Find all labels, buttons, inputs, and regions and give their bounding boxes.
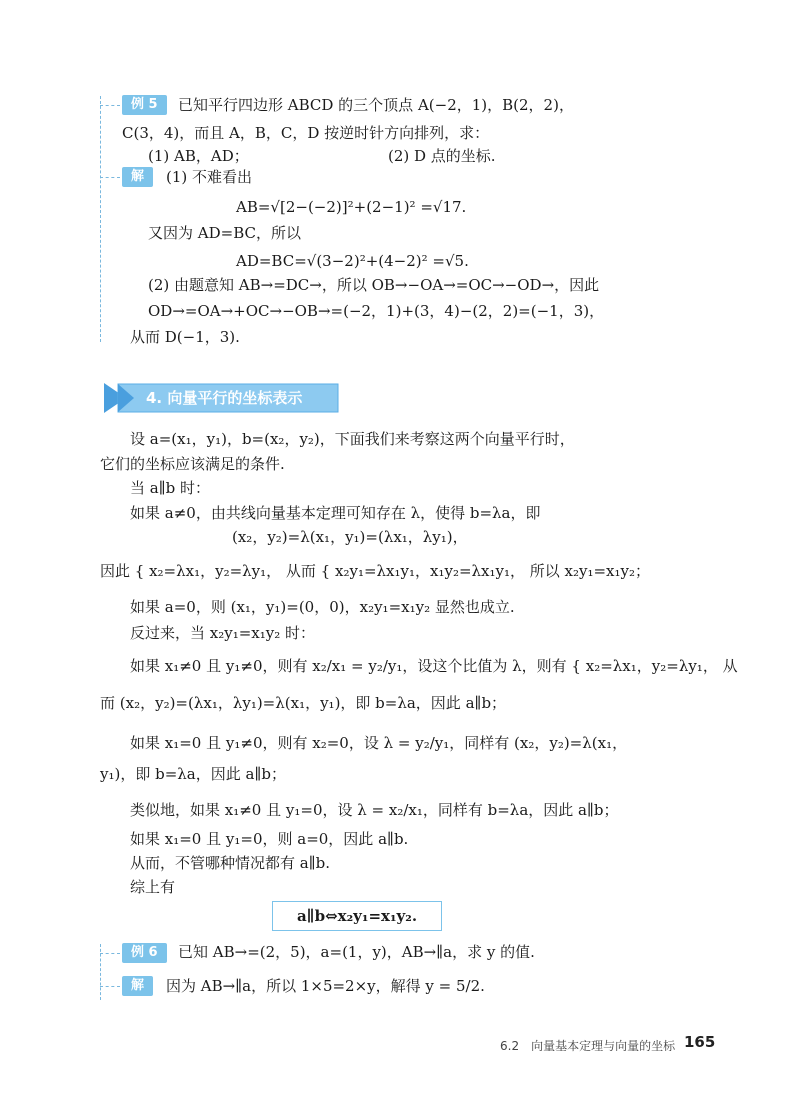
- solution5-line2: 又因为 AD=BC，所以: [148, 224, 301, 242]
- body-p3-equation: (x₂，y₂)=λ(x₁，y₁)=(λx₁，λy₁)，: [232, 528, 468, 546]
- page-number: 165: [684, 1033, 716, 1051]
- solution5-tag-rule: [100, 177, 120, 178]
- body-p6: 反过来，当 x₂y₁=x₁y₂ 时：: [130, 624, 316, 642]
- solution5-equation2: AD=BC=√(3−2)²+(4−2)² =√5.: [236, 252, 469, 270]
- body-p12: 综上有: [130, 878, 176, 896]
- section-heading: [104, 383, 340, 413]
- body-p1a: 设 a=(x₁，y₁)，b=(x₂，y₂)，下面我们来考察这两个向量平行时，: [130, 430, 575, 448]
- body-p7a: 如果 x₁≠0 且 y₁≠0，则有 x₂/x₁ = y₂/y₁，设这个比值为 λ，则有 { x₂=λx₁，y₂=λy₁， 从: [130, 657, 738, 675]
- body-p2: 当 a∥b 时：: [130, 479, 211, 497]
- body-p8a: 如果 x₁=0 且 y₁≠0，则有 x₂=0，设 λ = y₂/y₁，同样有 (x₂，y₂)=λ(x₁，: [130, 734, 628, 752]
- body-p5: 如果 a=0，则 (x₁，y₁)=(0，0)，x₂y₁=x₁y₂ 显然也成立.: [130, 598, 515, 616]
- example5-question2: (2) D 点的坐标.: [388, 147, 496, 165]
- solution6-line: 因为 AB→∥a，所以 1×5=2×y，解得 y = 5/2.: [166, 977, 485, 995]
- solution5-line1: (1) 不难看出: [166, 168, 253, 186]
- example6-line: 已知 AB→=(2，5)，a=(1，y)，AB→∥a，求 y 的值.: [178, 943, 535, 961]
- body-p4: 因此 { x₂=λx₁，y₂=λy₁， 从而 { x₂y₁=λx₁y₁，x₁y₂=λx₁y₁， 所以 x₂y₁=x₁y₂；: [100, 562, 651, 580]
- example6-tag: 例 6: [122, 943, 167, 963]
- footer-section-title: 6.2 向量基本定理与向量的坐标: [500, 1039, 676, 1053]
- body-p11: 从而，不管哪种情况都有 a∥b.: [130, 854, 331, 872]
- example5-line2: C(3，4)，而且 A，B，C，D 按逆时针方向排列，求：: [122, 124, 490, 142]
- solution5-equation1: AB=√[2−(−2)]²+(2−1)² =√17.: [236, 198, 467, 216]
- body-p3: 如果 a≠0，由共线向量基本定理可知存在 λ，使得 b=λa，即: [130, 504, 541, 522]
- example5-margin-rule: [100, 96, 101, 342]
- section-title: 4. 向量平行的坐标表示: [146, 389, 303, 407]
- solution5-line5: 从而 D(−1，3).: [130, 328, 240, 346]
- example5-tag-rule: [100, 105, 120, 106]
- solution6-tag-rule: [100, 986, 120, 987]
- body-p8b: y₁)，即 b=λa，因此 a∥b；: [100, 765, 286, 783]
- boxed-result: a∥b⇔x₂y₁=x₁y₂.: [272, 901, 442, 931]
- body-p1b: 它们的坐标应该满足的条件.: [100, 455, 285, 473]
- example5-tag: 例 5: [122, 95, 167, 115]
- example5-question1: (1) AB，AD；: [148, 147, 249, 165]
- solution6-tag: 解: [122, 976, 153, 996]
- body-p10: 如果 x₁=0 且 y₁=0，则 a=0，因此 a∥b.: [130, 830, 409, 848]
- solution5-line3: (2) 由题意知 AB→=DC→，所以 OB→−OA→=OC→−OD→，因此: [148, 276, 600, 294]
- solution5-tag: 解: [122, 167, 153, 187]
- body-p9: 类似地，如果 x₁≠0 且 y₁=0，设 λ = x₂/x₁，同样有 b=λa，因此 a∥b；: [130, 801, 619, 819]
- example6-tag-rule: [100, 953, 120, 954]
- solution5-line4: OD→=OA→+OC→−OB→=(−2，1)+(3，4)−(2，2)=(−1，3)，: [148, 302, 605, 320]
- example5-line1: 已知平行四边形 ABCD 的三个顶点 A(−2，1)，B(2，2)，: [178, 96, 574, 114]
- body-p7b: 而 (x₂，y₂)=(λx₁，λy₁)=λ(x₁，y₁)，即 b=λa，因此 a∥b；: [100, 694, 507, 712]
